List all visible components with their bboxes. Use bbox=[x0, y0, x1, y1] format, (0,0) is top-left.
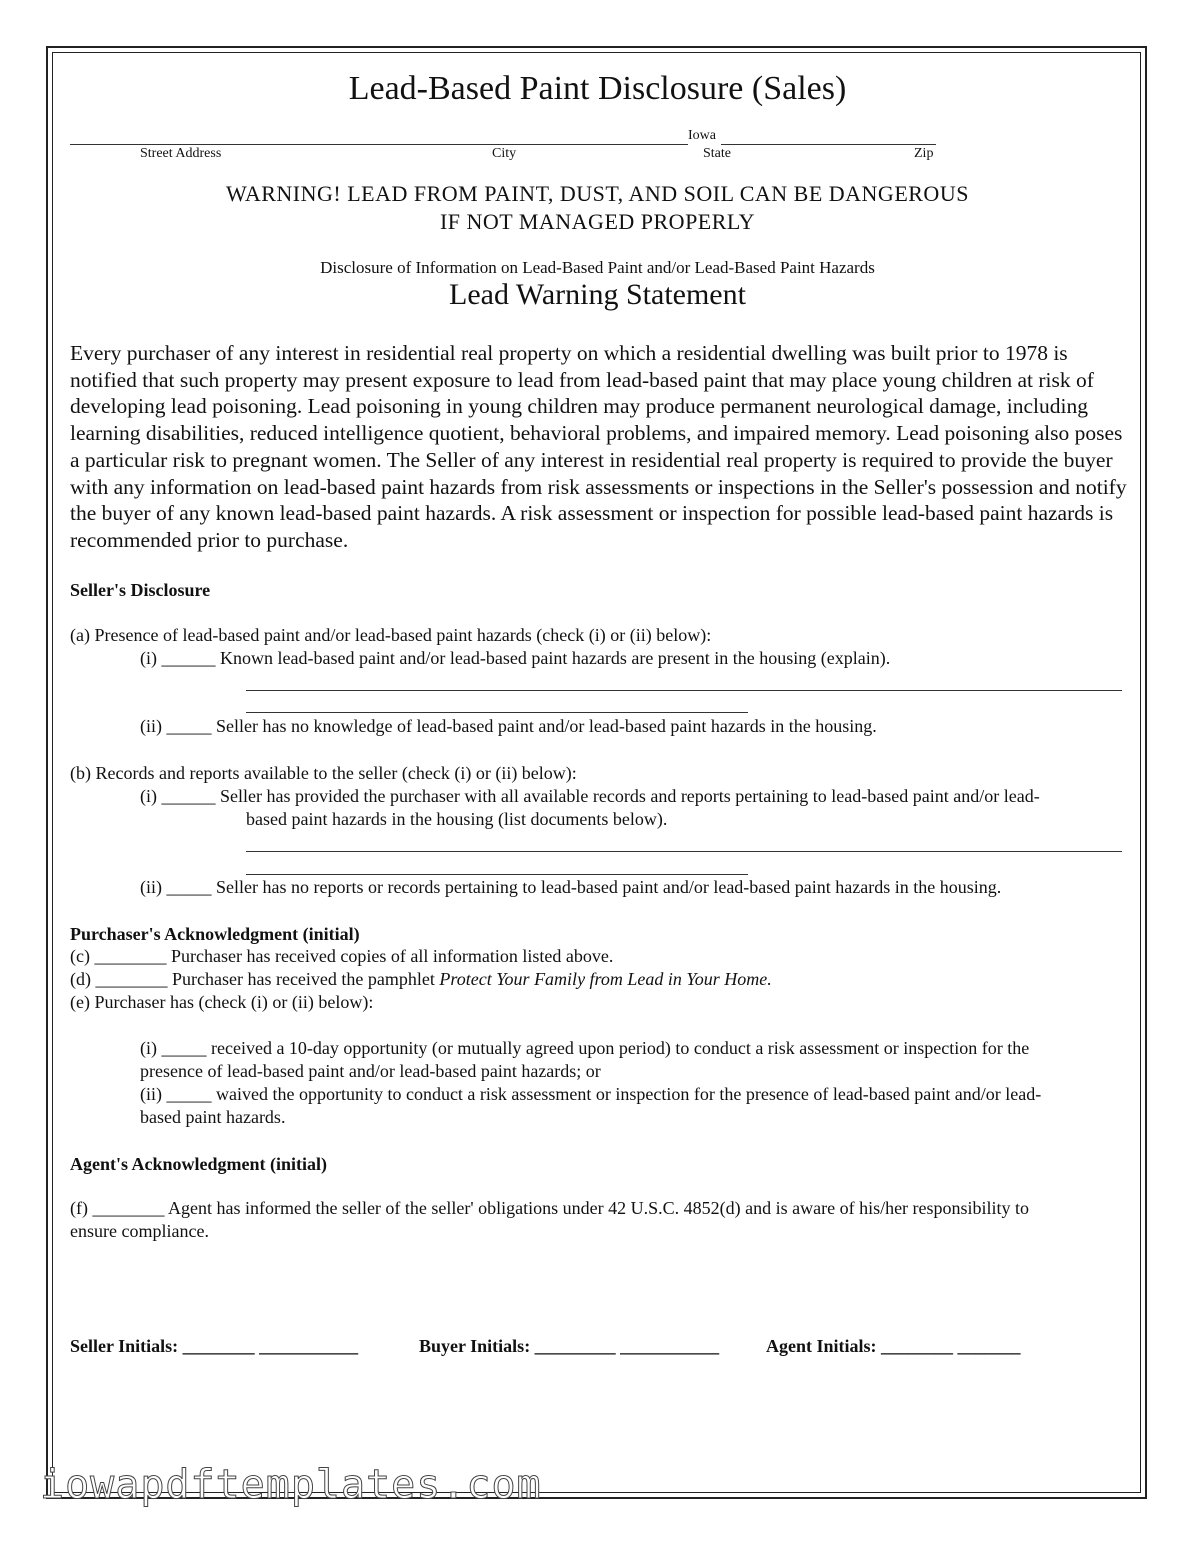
caption-city: City bbox=[492, 146, 517, 161]
zip-underline bbox=[721, 144, 936, 145]
item-d-text: (d) ________ Purchaser has received the pamphlet bbox=[70, 969, 440, 989]
pamphlet-title: Protect Your Family from Lead in Your Home. bbox=[439, 969, 772, 989]
disclosure-subtitle: Disclosure of Information on Lead-Based Paint and/or Lead-Based Paint Hazards bbox=[320, 258, 875, 277]
lead-warning-heading: Lead Warning Statement bbox=[449, 278, 746, 311]
item-b-i-line1: (i) ______ Seller has provided the purchaser with all available records and reports pertaining to lead-based paint and/or lead- bbox=[140, 786, 1040, 806]
warning-banner bbox=[0, 180, 1195, 236]
item-f-line2: ensure compliance. bbox=[70, 1221, 209, 1241]
item-b-i-line2: based paint hazards in the housing (list documents below). bbox=[246, 809, 668, 829]
item-c: (c) ________ Purchaser has received copies of all information listed above. bbox=[70, 946, 614, 966]
state-value: Iowa bbox=[688, 128, 716, 143]
lead-warning-paragraph: Every purchaser of any interest in residential real property on which a residential dwelling was built prior to 1978 is notified that such property may present exposure to lead from lead-based paint that may place young children at risk of developing lead poisoning. Lead poisoning in young children may produce permanent neurological damage, including learning disabilities, reduced intelligence quotient, behavioral problems, and impaired memory. Lead poisoning also poses a particular risk to pregnant women. The Seller of any interest in residential real property is required to provide the buyer with any information on lead-based paint hazards from risk assessments or inspections in the Seller's possession and notify the buyer of any known lead-based paint hazards. A risk assessment or inspection for possible lead-based paint hazards is recommended prior to purchase. bbox=[70, 341, 1127, 552]
item-e: (e) Purchaser has (check (i) or (ii) below): bbox=[70, 992, 374, 1012]
street-city-underline bbox=[70, 144, 688, 145]
explain-line-2[interactable] bbox=[246, 712, 748, 713]
document-title: Lead-Based Paint Disclosure (Sales) bbox=[348, 70, 847, 107]
caption-state: State bbox=[703, 146, 731, 161]
item-e-i-line2: presence of lead-based paint and/or lead-based paint hazards; or bbox=[140, 1061, 601, 1081]
item-e-ii-line2: based paint hazards. bbox=[140, 1107, 286, 1127]
purchasers-ack-heading: Purchaser's Acknowledgment (initial) bbox=[70, 924, 360, 944]
warning-line-2: IF NOT MANAGED PROPERLY bbox=[439, 209, 756, 234]
item-a-i: (i) ______ Known lead-based paint and/or lead-based paint hazards are present in the housing (explain). bbox=[140, 648, 891, 668]
caption-zip: Zip bbox=[914, 146, 934, 161]
caption-street: Street Address bbox=[140, 146, 222, 161]
sellers-disclosure-heading: Seller's Disclosure bbox=[70, 580, 211, 600]
warning-line-1: WARNING! LEAD FROM PAINT, DUST, AND SOIL CAN BE DANGEROUS bbox=[226, 181, 969, 206]
documents-line-2[interactable] bbox=[246, 874, 748, 875]
documents-line-1[interactable] bbox=[246, 851, 1122, 852]
item-b: (b) Records and reports available to the seller (check (i) or (ii) below): bbox=[70, 763, 577, 783]
explain-line-1[interactable] bbox=[246, 690, 1122, 691]
item-e-ii-line1: (ii) _____ waived the opportunity to conduct a risk assessment or inspection for the presence of lead-based paint and/or lead- bbox=[140, 1084, 1042, 1104]
item-d bbox=[70, 969, 772, 990]
item-a: (a) Presence of lead-based paint and/or lead-based paint hazards (check (i) or (ii) below): bbox=[70, 625, 712, 645]
item-e-i-line1: (i) _____ received a 10-day opportunity (or mutually agreed upon period) to conduct a risk assessment or inspection for the bbox=[140, 1038, 1030, 1058]
address-line bbox=[70, 128, 936, 145]
item-f-line1: (f) ________ Agent has informed the seller of the seller' obligations under 42 U.S.C. 4852(d) and is aware of his/her responsibility to bbox=[70, 1198, 1030, 1218]
agent-initials[interactable]: Agent Initials: ________ _______ bbox=[766, 1336, 1021, 1356]
item-b-ii: (ii) _____ Seller has no reports or records pertaining to lead-based paint and/or lead-based paint hazards in the housing. bbox=[140, 877, 1002, 897]
agents-ack-heading: Agent's Acknowledgment (initial) bbox=[70, 1154, 328, 1174]
watermark: iowapdftemplates.com bbox=[40, 1462, 542, 1508]
buyer-initials[interactable]: Buyer Initials: _________ ___________ bbox=[419, 1336, 720, 1356]
seller-initials[interactable]: Seller Initials: ________ ___________ bbox=[70, 1336, 359, 1356]
item-a-ii: (ii) _____ Seller has no knowledge of lead-based paint and/or lead-based paint hazards in the housing. bbox=[140, 716, 877, 736]
